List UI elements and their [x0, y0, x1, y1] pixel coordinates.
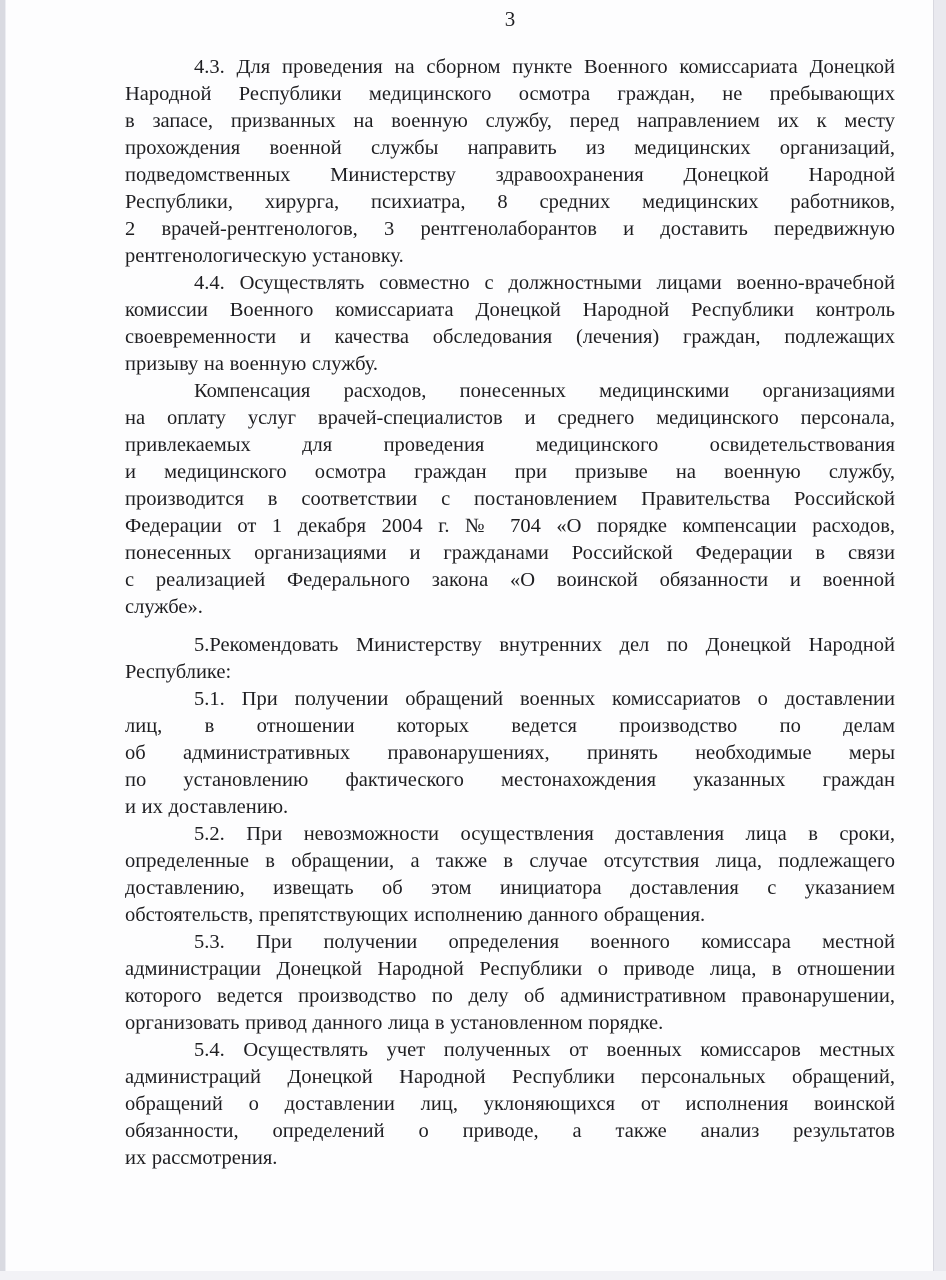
- text-line: 4.3. Для проведения на сборном пункте Военного комиссариата Донецкой: [194, 56, 895, 78]
- text-line: по установлению фактического местонахождения указанных граждан: [125, 769, 895, 791]
- text-line: и их доставлению.: [125, 796, 289, 818]
- text-line: 4.4. Осуществлять совместно с должностными лицами военно-врачебной: [194, 272, 895, 294]
- text-line: подведомственных Министерству здравоохранения Донецкой Народной: [125, 164, 895, 186]
- document-sheet: [6, 0, 934, 1271]
- text-line: доставлению, извещать об этом инициатора доставления с указанием: [125, 877, 895, 899]
- text-line: понесенных организациями и гражданами Российской Федерации в связи: [125, 542, 895, 564]
- text-line: организовать привод данного лица в установленном порядке.: [125, 1012, 664, 1034]
- text-line: Народной Республики медицинского осмотра граждан, не пребывающих: [125, 83, 895, 105]
- text-line: производится в соответствии с постановлением Правительства Российской: [125, 488, 895, 510]
- text-line: Республики, хирурга, психиатра, 8 средних медицинских работников,: [125, 191, 895, 213]
- text-line: 5.4. Осуществлять учет полученных от военных комиссаров местных: [194, 1039, 895, 1061]
- paragraph-clause-4-4: [125, 270, 895, 378]
- text-line: которого ведется производство по делу об административном правонарушении,: [125, 985, 895, 1007]
- text-line: 2 врачей-рентгенологов, 3 рентгенолаборантов и доставить передвижную: [125, 218, 895, 240]
- text-line: 5.Рекомендовать Министерству внутренних дел по Донецкой Народной: [194, 634, 895, 656]
- text-line: администрации Донецкой Народной Республики о приводе лица, в отношении: [125, 958, 895, 980]
- text-line: прохождения военной службы направить из медицинских организаций,: [125, 137, 895, 159]
- text-line: об административных правонарушениях, принять необходимые меры: [125, 742, 895, 764]
- text-line: определенные в обращении, а также в случае отсутствия лица, подлежащего: [125, 850, 895, 872]
- paragraph-clause-5-3: [125, 929, 895, 1037]
- scan-edge-bottom: [0, 1271, 946, 1280]
- text-line: рентгенологическую установку.: [125, 245, 404, 267]
- text-line: привлекаемых для проведения медицинского освидетельствования: [125, 434, 895, 456]
- text-line: их рассмотрения.: [125, 1147, 278, 1169]
- text-line: комиссии Военного комиссариата Донецкой Народной Республики контроль: [125, 299, 895, 321]
- text-line: Республике:: [125, 661, 232, 683]
- text-line: в запасе, призванных на военную службу, перед направлением их к месту: [125, 110, 895, 132]
- paragraph-clause-4-3: [125, 54, 895, 270]
- text-line: 5.1. При получении обращений военных комиссариатов о доставлении: [194, 688, 895, 710]
- scan-edge-right: [933, 0, 946, 1280]
- paragraph-clause-5: [125, 632, 895, 686]
- text-line: призыву на военную службу.: [125, 353, 379, 375]
- text-line: 5.2. При невозможности осуществления доставления лица в сроки,: [194, 823, 895, 845]
- text-line: на оплату услуг врачей-специалистов и среднего медицинского персонала,: [125, 407, 895, 429]
- paragraph-clause-5-1: [125, 686, 895, 821]
- paragraph-clause-5-4: [125, 1037, 895, 1172]
- text-line: лиц, в отношении которых ведется производство по делам: [125, 715, 895, 737]
- text-line: обстоятельств, препятствующих исполнению данного обращения.: [125, 904, 706, 926]
- document-body: [125, 54, 895, 1172]
- text-line: обращений о доставлении лиц, уклоняющихся от исполнения воинской: [125, 1093, 895, 1115]
- text-line: Федерации от 1 декабря 2004 г. № 704 «О порядке компенсации расходов,: [125, 515, 895, 537]
- scan-edge-left: [0, 0, 6, 1280]
- text-line: администраций Донецкой Народной Республики персональных обращений,: [125, 1066, 895, 1088]
- text-line: с реализацией Федерального закона «О воинской обязанности и военной: [125, 569, 895, 591]
- page-number: 3: [504, 7, 516, 31]
- paragraph-clause-5-2: [125, 821, 895, 929]
- text-line: 5.3. При получении определения военного комиссара местной: [194, 931, 895, 953]
- text-line: службе».: [125, 596, 203, 618]
- text-line: своевременности и качества обследования (лечения) граждан, подлежащих: [125, 326, 895, 348]
- text-line: обязанности, определений о приводе, а также анализ результатов: [125, 1120, 895, 1142]
- text-line: и медицинского осмотра граждан при призыве на военную службу,: [125, 461, 895, 483]
- paragraph-clause-compensation: [125, 378, 895, 621]
- text-line: Компенсация расходов, понесенных медицинскими организациями: [194, 380, 895, 402]
